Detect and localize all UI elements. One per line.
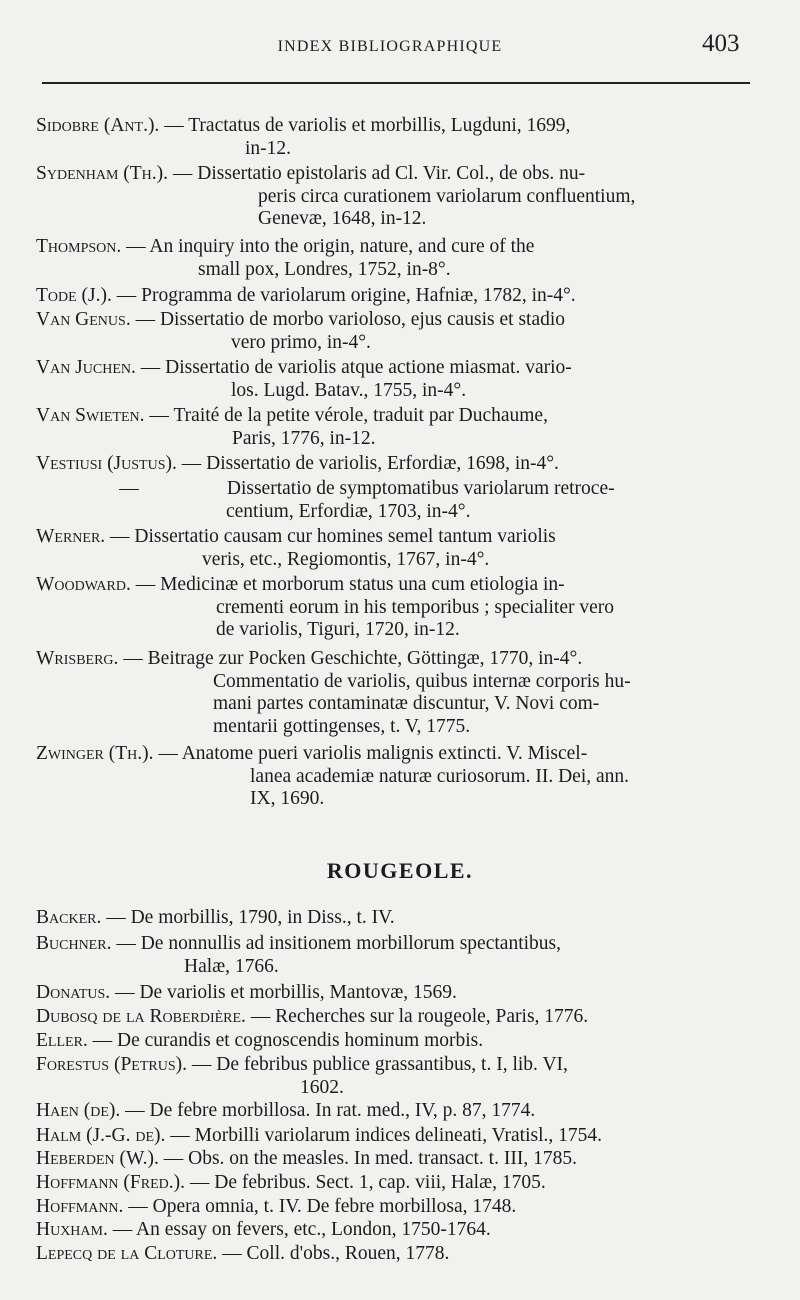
entry-vestiusi: Vestiusi (Justus). — Dissertatio de variolis, Erfordiæ, 1698, in-4°. [36,453,559,474]
entry-van-genus: Van Genus. — Dissertatio de morbo varioloso, ejus causis et stadio vero primo, in-4°. [36,309,566,353]
entry-thompson: Thompson. — An inquiry into the origin, nature, and cure of the small pox, Londres, 1752, in-8°. [36,236,535,280]
entry-hoffmann-fred: Hoffmann (Fred.). — De febribus. Sect. 1, cap. viii, Halæ, 1705. [36,1172,546,1193]
entry-tode: Tode (J.). — Programma de variolarum origine, Hafniæ, 1782, in-4°. [36,285,576,306]
entry-backer: Backer. — De morbillis, 1790, in Diss., t. IV. [36,907,395,928]
entry-lepecq: Lepecq de la Cloture. — Coll. d'obs., Rouen, 1778. [36,1243,450,1264]
page-number: 403 [702,30,740,57]
entry-huxham: Huxham. — An essay on fevers, etc., London, 1750-1764. [36,1219,491,1240]
entry-heberden: Heberden (W.). — Obs. on the measles. In med. transact. t. III, 1785. [36,1148,577,1169]
entry-woodward: Woodward. — Medicinæ et morborum status una cum etiologia in- crementi eorum in his temporibus ; specialiter vero de variolis, Tiguri, 1720, in-12. [36,574,615,640]
entry-haen: Haen (de). — De febre morbillosa. In rat. med., IV, p. 87, 1774. [36,1100,536,1121]
entry-hoffmann: Hoffmann. — Opera omnia, t. IV. De febre morbillosa, 1748. [36,1196,517,1217]
entry-sydenham: Sydenham (Th.). — Dissertatio epistolaris ad Cl. Vir. Col., de obs. nu- peris circa curationem variolarum confluentium, Genevæ, 1648, in-12. [36,163,636,229]
entry-halm: Halm (J.-G. de). — Morbilli variolarum indices delineati, Vratisl., 1754. [36,1125,602,1146]
entry-zwinger: Zwinger (Th.). — Anatome pueri variolis malignis extincti. V. Miscel- lanea academiæ naturæ curiosorum. II. Dei, ann. IX, 1690. [36,743,630,809]
entry-buchner: Buchner. — De nonnullis ad insitionem morbillorum spectantibus, Halæ, 1766. [36,933,561,977]
entry-wrisberg: Wrisberg. — Beitrage zur Pocken Geschichte, Göttingæ, 1770, in-4°. Commentatio de variolis, quibus internæ corporis hu- mani partes contaminatæ discuntur, V. Novi com- mentarii gottingenses, t. V, 1775. [36,648,631,737]
section-title: ROUGEOLE. [326,858,474,883]
entry-forestus: Forestus (Petrus). — De febribus publice grassantibus, t. I, lib. VI, 1602. [36,1054,568,1098]
header-rule [42,82,750,84]
entry-dubosq: Dubosq de la Roberdière. — Recherches sur la rougeole, Paris, 1776. [36,1006,589,1027]
entry-vestiusi-2: — Dissertatio de symptomatibus variolarum retroce- centium, Erfordiæ, 1703, in-4°. [119,478,615,522]
entry-van-juchen: Van Juchen. — Dissertatio de variolis atque actione miasmat. vario- los. Lugd. Batav., 1755, in-4°. [36,357,572,401]
entry-donatus: Donatus. — De variolis et morbillis, Mantovæ, 1569. [36,982,457,1003]
entry-van-swieten: Van Swieten. — Traité de la petite vérole, traduit par Duchaume, Paris, 1776, in-12. [36,405,548,449]
entry-sidobre: Sidobre (Ant.). — Tractatus de variolis et morbillis, Lugduni, 1699, in-12. [36,115,571,159]
entry-eller: Eller. — De curandis et cognoscendis hominum morbis. [36,1030,484,1051]
running-header: INDEX BIBLIOGRAPHIQUE [277,38,503,55]
entry-werner: Werner. — Dissertatio causam cur homines semel tantum variolis veris, etc., Regiomontis, 1767, in-4°. [36,526,556,570]
